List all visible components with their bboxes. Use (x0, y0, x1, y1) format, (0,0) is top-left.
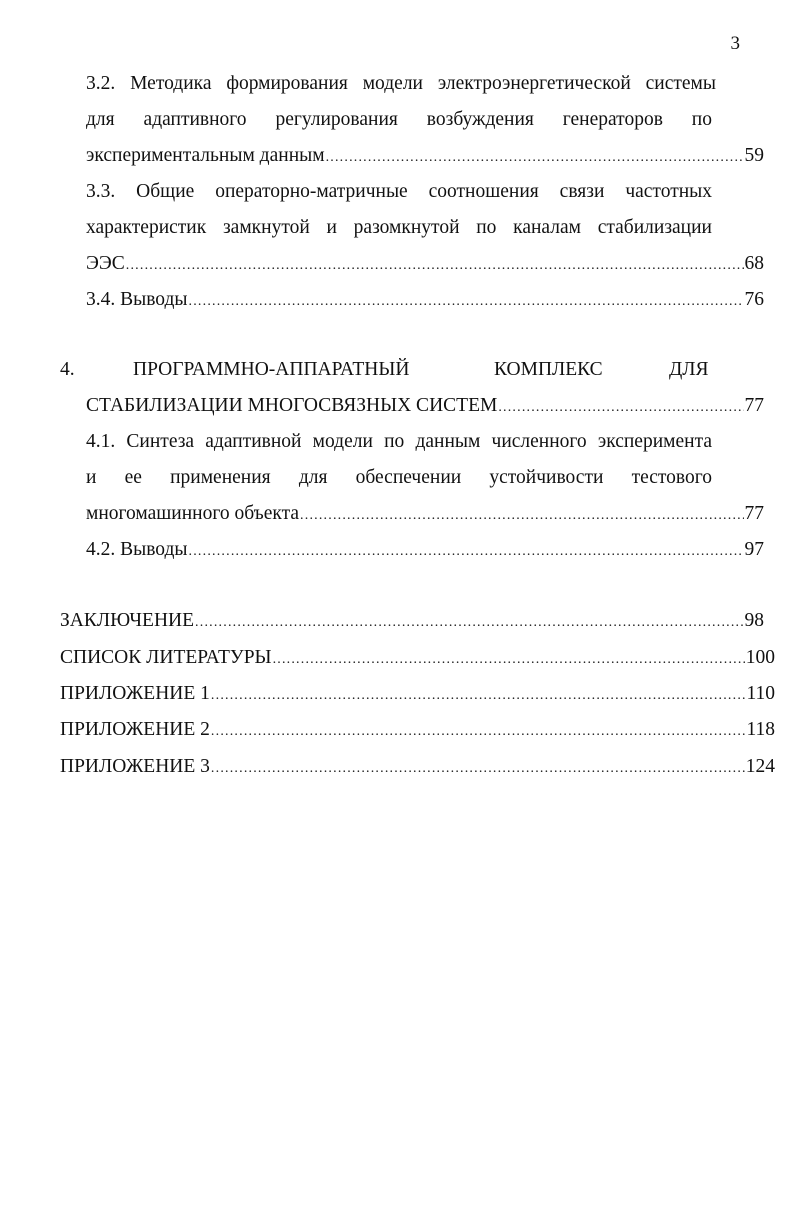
toc-entry-appendix-1-title: ПРИЛОЖЕНИЕ 1 (60, 683, 210, 704)
toc-entry-3-4-title: 3.4. Выводы (86, 289, 188, 310)
toc-entry-appendix-3[interactable] (60, 749, 775, 785)
toc-chapter-4-title-word1: ПРОГРАММНО-АППАРАТНЫЙ (133, 359, 410, 380)
toc-entry-appendix-3-title: ПРИЛОЖЕНИЕ 3 (60, 756, 210, 777)
toc-entry-3-4-page: 76 (744, 289, 764, 310)
dot-leader (498, 390, 743, 426)
toc-entry-4-1-title-end: многомашинного объекта (86, 503, 300, 524)
toc-entry-4-2-title: 4.2. Выводы (86, 539, 188, 560)
dot-leader (195, 605, 743, 641)
toc-entry-4-1-line3 (86, 496, 764, 532)
dot-leader (126, 248, 744, 284)
dot-leader (326, 140, 744, 176)
toc-entry-4-1-line1: 4.1. Синтеза адаптивной модели по данным численного эксперимента (86, 431, 712, 452)
toc-entry-3-3-line3 (86, 246, 764, 282)
dot-leader (211, 751, 745, 787)
toc-entry-4-1-line2: и ее применения для обеспечении устойчивости тестового (86, 467, 712, 488)
toc-entry-conclusion-page: 98 (744, 610, 764, 631)
dot-leader (189, 284, 744, 320)
toc-entry-3-3-title-end: ЭЭС (86, 253, 125, 274)
toc-entry-3-3-page: 68 (744, 253, 764, 274)
toc-entry-references-title: СПИСОК ЛИТЕРАТУРЫ (60, 647, 272, 668)
toc-entry-3-3-line1: 3.3. Общие операторно-матричные соотношения связи частотных (86, 181, 712, 202)
toc-entry-references-page: 100 (745, 647, 775, 668)
toc-entry-appendix-2-page: 118 (746, 719, 775, 740)
toc-chapter-4-title-end: СТАБИЛИЗАЦИИ МНОГОСВЯЗНЫХ СИСТЕМ (86, 395, 498, 416)
toc-entry-4-1-page: 77 (744, 503, 764, 524)
dot-leader (273, 642, 745, 678)
dot-leader (211, 714, 746, 750)
toc-chapter-4-number: 4. (60, 359, 75, 380)
toc-entry-appendix-2[interactable] (60, 712, 775, 748)
toc-entry-references[interactable] (60, 640, 775, 676)
toc-entry-3-2-line3 (86, 138, 764, 174)
toc-entry-conclusion[interactable] (60, 603, 764, 639)
toc-entry-3-3-line2: характеристик замкнутой и разомкнутой по каналам стабилизации (86, 217, 712, 238)
toc-entry-3-4[interactable] (86, 282, 764, 318)
toc-chapter-4-page: 77 (744, 395, 764, 416)
dot-leader (211, 678, 746, 714)
toc-chapter-4-line2 (86, 388, 764, 424)
toc-entry-appendix-1-page: 110 (746, 683, 775, 704)
dot-leader (300, 498, 743, 534)
toc-entry-appendix-3-page: 124 (745, 756, 775, 777)
toc-entry-3-2-line2: для адаптивного регулирования возбуждения генераторов по (86, 109, 712, 130)
toc-chapter-4-title-word2: КОМПЛЕКС (494, 359, 603, 380)
toc-entry-4-2-page: 97 (744, 539, 764, 560)
toc-entry-3-2-line1: 3.2. Методика формирования модели электроэнергетической системы (86, 73, 716, 94)
toc-entry-4-2[interactable] (86, 532, 764, 568)
toc-entry-appendix-1[interactable] (60, 676, 775, 712)
toc-chapter-4-line1 (0, 352, 798, 388)
page-number: 3 (730, 33, 740, 54)
toc-chapter-4-title-word3: ДЛЯ (669, 359, 709, 380)
toc-entry-appendix-2-title: ПРИЛОЖЕНИЕ 2 (60, 719, 210, 740)
toc-entry-conclusion-title: ЗАКЛЮЧЕНИЕ (60, 610, 195, 631)
toc-entry-3-2-page: 59 (744, 145, 764, 166)
toc-entry-3-2-title-end: экспериментальным данным (86, 145, 325, 166)
dot-leader (189, 534, 744, 570)
